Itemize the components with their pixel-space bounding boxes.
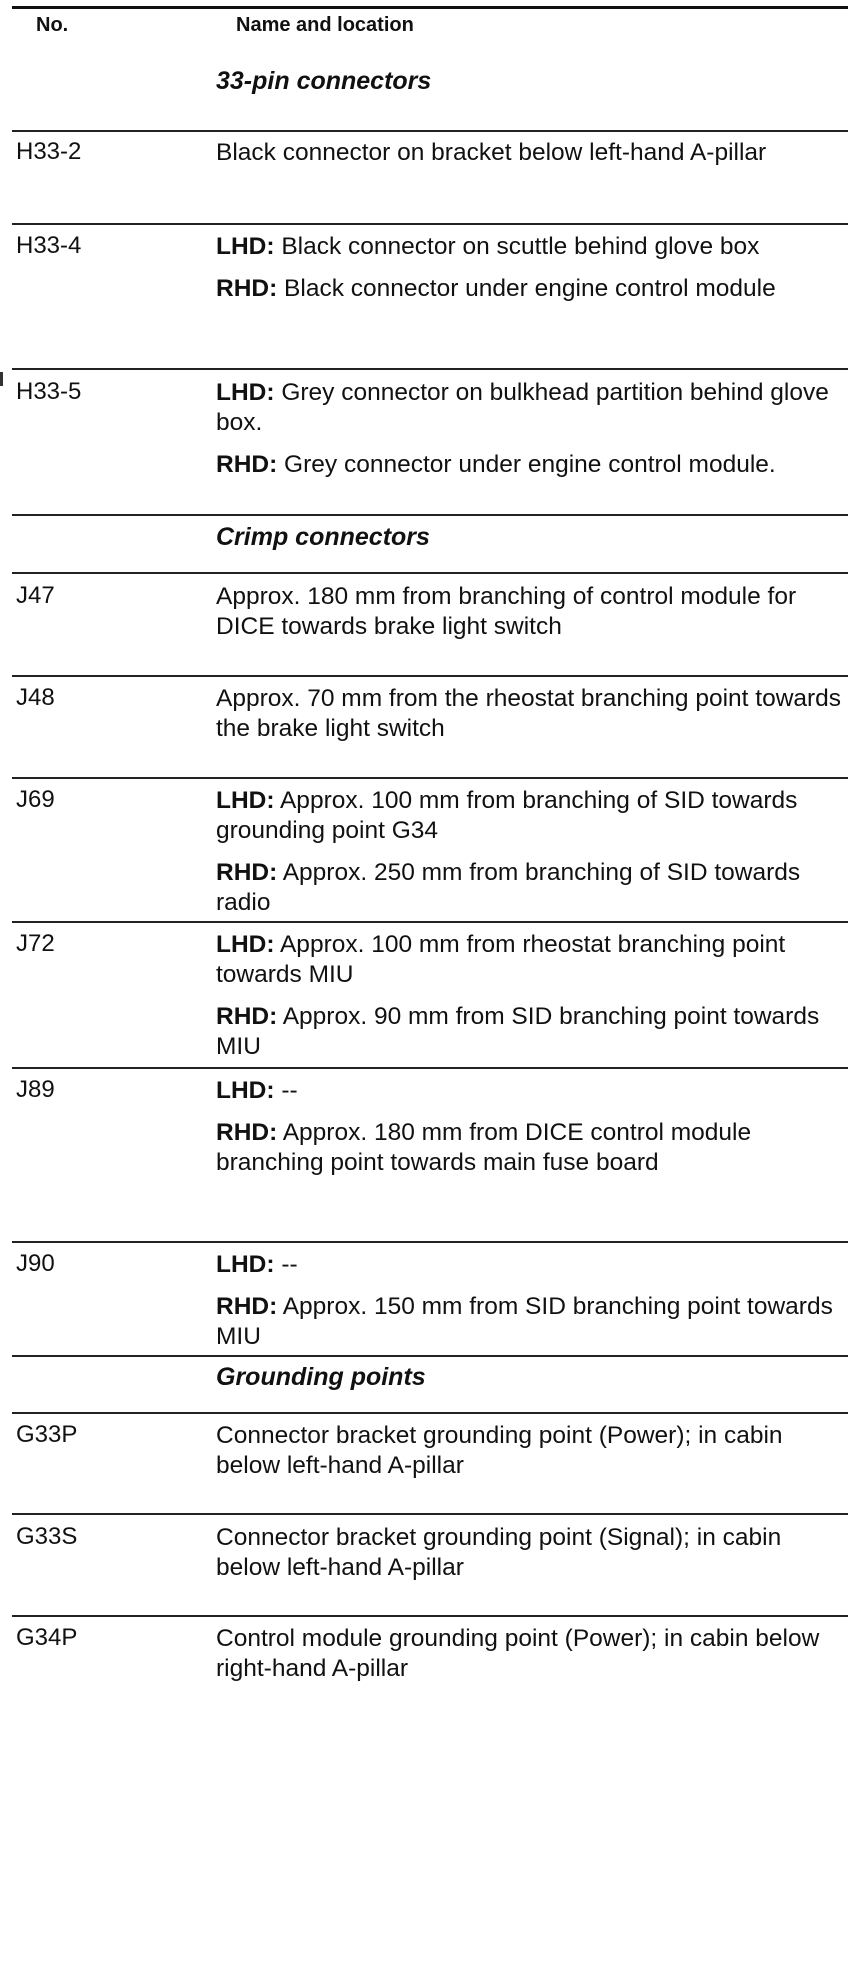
- row-location: [216, 1523, 846, 1595]
- row-location: [216, 1250, 846, 1364]
- row-location: [216, 930, 846, 1074]
- row-number: G33S: [16, 1523, 78, 1550]
- location-paragraph: [216, 1421, 846, 1481]
- location-paragraph: [216, 1002, 846, 1062]
- section-rule: [12, 1412, 848, 1414]
- row-number: H33-5: [16, 378, 82, 405]
- location-text: Black connector under engine control module: [277, 275, 776, 302]
- header-name-location: Name and location: [236, 14, 414, 36]
- location-paragraph: [216, 232, 846, 262]
- row-rule: [12, 1355, 848, 1357]
- row-location: [216, 1421, 846, 1493]
- header-top-rule: [12, 6, 848, 9]
- row-location: [216, 684, 846, 756]
- row-rule: [12, 675, 848, 677]
- location-paragraph: [216, 582, 846, 642]
- section-title: Crimp connectors: [216, 523, 430, 551]
- row-rule: [12, 223, 848, 225]
- rhd-label: RHD:: [216, 1293, 278, 1320]
- location-text: Approx. 90 mm from SID branching point towards MIU: [216, 1003, 820, 1060]
- location-text: Control module grounding point (Power); in cabin below right-hand A-pillar: [216, 1625, 820, 1682]
- row-rule: [12, 1241, 848, 1243]
- location-text: Connector bracket grounding point (Power); in cabin below left-hand A-pillar: [216, 1422, 783, 1479]
- row-location: [216, 232, 846, 316]
- lhd-label: LHD:: [216, 379, 275, 406]
- location-paragraph: [216, 450, 846, 480]
- location-text: Approx. 100 mm from branching of SID towards grounding point G34: [216, 787, 798, 844]
- location-paragraph: [216, 1076, 846, 1106]
- location-paragraph: [216, 930, 846, 990]
- rhd-label: RHD:: [216, 1119, 278, 1146]
- row-rule: [12, 368, 848, 370]
- location-paragraph: [216, 786, 846, 846]
- location-text: Approx. 180 mm from branching of control module for DICE towards brake light switch: [216, 583, 797, 640]
- header-no: No.: [36, 14, 69, 36]
- location-text: Black connector on scuttle behind glove box: [274, 233, 760, 260]
- rhd-label: RHD:: [216, 859, 278, 886]
- lhd-label: LHD:: [216, 931, 275, 958]
- location-text: Approx. 180 mm from DICE control module branching point towards main fuse board: [216, 1119, 752, 1176]
- row-rule: [12, 921, 848, 923]
- location-paragraph: [216, 138, 846, 168]
- location-text: Grey connector on bulkhead partition behind glove box.: [216, 379, 829, 436]
- location-text: --: [274, 1251, 298, 1278]
- location-text: Connector bracket grounding point (Signal); in cabin below left-hand A-pillar: [216, 1524, 782, 1581]
- location-text: Grey connector under engine control module.: [277, 451, 776, 478]
- location-paragraph: [216, 858, 846, 918]
- section-title: 33-pin connectors: [216, 67, 432, 95]
- row-number: H33-4: [16, 232, 82, 259]
- lhd-label: LHD:: [216, 1251, 275, 1278]
- row-location: [216, 1624, 846, 1696]
- section-title: Grounding points: [216, 1363, 426, 1391]
- rhd-label: RHD:: [216, 1003, 278, 1030]
- location-paragraph: [216, 1624, 846, 1684]
- row-number: J89: [16, 1076, 55, 1103]
- lhd-label: LHD:: [216, 787, 275, 814]
- row-location: [216, 786, 846, 930]
- location-paragraph: [216, 1523, 846, 1583]
- row-number: J69: [16, 786, 55, 813]
- row-number: G34P: [16, 1624, 78, 1651]
- location-paragraph: [216, 1292, 846, 1352]
- lhd-label: LHD:: [216, 233, 275, 260]
- row-number: G33P: [16, 1421, 78, 1448]
- location-text: --: [274, 1077, 298, 1104]
- location-text: Black connector on bracket below left-hand A-pillar: [216, 139, 767, 166]
- row-number: J48: [16, 684, 55, 711]
- row-rule: [12, 514, 848, 516]
- row-location: [216, 378, 846, 492]
- section-rule: [12, 130, 848, 132]
- margin-mark: [0, 372, 3, 386]
- location-text: Approx. 70 mm from the rheostat branching point towards the brake light switch: [216, 685, 842, 742]
- row-number: J72: [16, 930, 55, 957]
- rhd-label: RHD:: [216, 451, 278, 478]
- location-paragraph: [216, 1118, 846, 1178]
- row-rule: [12, 1513, 848, 1515]
- row-rule: [12, 1615, 848, 1617]
- location-text: Approx. 150 mm from SID branching point towards MIU: [216, 1293, 833, 1350]
- row-number: J47: [16, 582, 55, 609]
- row-rule: [12, 1067, 848, 1069]
- row-rule: [12, 777, 848, 779]
- location-paragraph: [216, 274, 846, 304]
- row-number: J90: [16, 1250, 55, 1277]
- row-location: [216, 138, 846, 180]
- location-paragraph: [216, 378, 846, 438]
- row-number: H33-2: [16, 138, 82, 165]
- location-text: Approx. 100 mm from rheostat branching point towards MIU: [216, 931, 786, 988]
- row-location: [216, 1076, 846, 1190]
- location-paragraph: [216, 684, 846, 744]
- location-paragraph: [216, 1250, 846, 1280]
- row-location: [216, 582, 846, 654]
- lhd-label: LHD:: [216, 1077, 275, 1104]
- location-text: Approx. 250 mm from branching of SID towards radio: [216, 859, 801, 916]
- rhd-label: RHD:: [216, 275, 278, 302]
- section-rule: [12, 572, 848, 574]
